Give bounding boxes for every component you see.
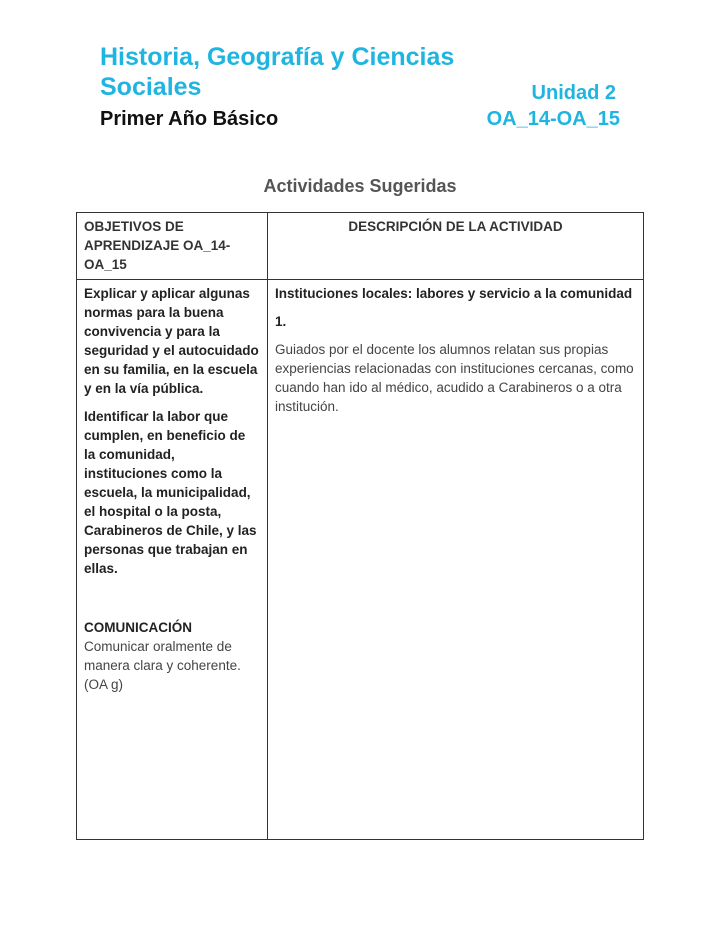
- title-line-2: Sociales: [100, 73, 202, 101]
- objective-2: Identificar la labor que cumplen, en beneficio de la comunidad, instituciones como la escuela, la municipalidad, el hospital o la posta, Carabineros de Chile, y las personas que trabajan en ellas.: [84, 409, 257, 576]
- grade-label: Primer Año Básico: [100, 108, 279, 130]
- activity-cell: [268, 280, 644, 840]
- title-line-1: Historia, Geografía y Ciencias: [100, 43, 455, 71]
- objectives-cell: [77, 280, 268, 840]
- section-title: Actividades Sugeridas: [263, 176, 457, 196]
- table-header-row: [77, 213, 644, 280]
- skill-heading: COMUNICACIÓN: [84, 620, 192, 635]
- objective-code: OA_14-OA_15: [486, 108, 620, 130]
- unit-label: Unidad 2: [531, 82, 616, 104]
- skill-text: Comunicar oralmente de manera clara y coherente. (OA g): [84, 639, 241, 692]
- objective-1: Explicar y aplicar algunas normas para la buena convivencia y para la seguridad y el autocuidado en su familia, en la escuela y en la vía pública.: [84, 286, 259, 396]
- objectives-column-header: OBJETIVOS DE APRENDIZAJE OA_14-OA_15: [77, 213, 268, 280]
- activities-table: [76, 212, 644, 840]
- activity-number: 1.: [275, 314, 287, 329]
- activity-title: Instituciones locales: labores y servicio a la comunidad: [275, 286, 633, 301]
- document-title: [100, 42, 454, 102]
- activity-description: Guiados por el docente los alumnos relatan sus propias experiencias relacionadas con instituciones cercanas, como cuando han ido al médico, acudido a Carabineros o a otra institución.: [275, 342, 634, 414]
- table-row: [77, 280, 644, 840]
- activity-column-header: DESCRIPCIÓN DE LA ACTIVIDAD: [268, 213, 644, 280]
